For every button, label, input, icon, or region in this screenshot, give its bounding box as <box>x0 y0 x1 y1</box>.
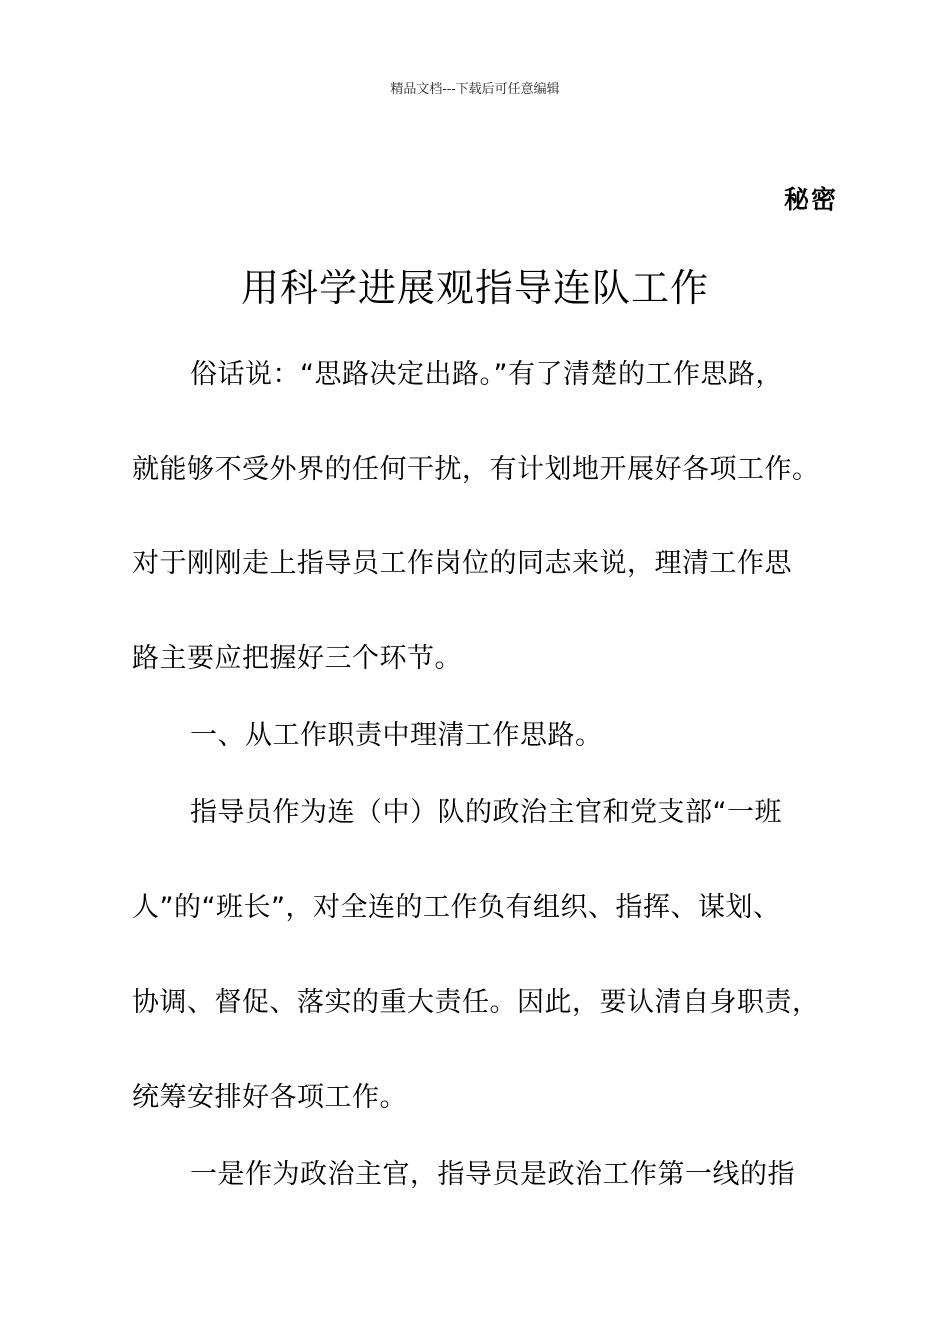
paragraph-line: 对于刚刚走上指导员工作岗位的同志来说，理清工作思 <box>132 548 792 579</box>
paragraph-line: 俗话说：“思路决定出路。”有了清楚的工作思路， <box>190 359 783 390</box>
paragraph-line: 人”的“班长”，对全连的工作负有组织、指挥、谋划、 <box>132 892 781 923</box>
document-title: 用科学进展观指导连队工作 <box>240 266 709 311</box>
paragraph-line: 指导员作为连（中）队的政治主官和党支部“一班 <box>190 797 782 828</box>
paragraph-line: 路主要应把握好三个环节。 <box>132 643 462 674</box>
classification-label: 秘密 <box>783 185 838 214</box>
header-note: 精品文档---下载后可任意编辑 <box>390 82 560 97</box>
section-heading: 一、从工作职责中理清工作思路。 <box>190 720 603 751</box>
paragraph-line: 协调、督促、落实的重大责任。因此，要认清自身职责， <box>132 987 820 1018</box>
paragraph-line: 统筹安排好各项工作。 <box>132 1082 407 1113</box>
paragraph-line: 一是作为政治主官，指导员是政治工作第一线的指 <box>190 1159 795 1190</box>
paragraph-line: 就能够不受外界的任何干扰，有计划地开展好各项工作。 <box>132 454 820 485</box>
